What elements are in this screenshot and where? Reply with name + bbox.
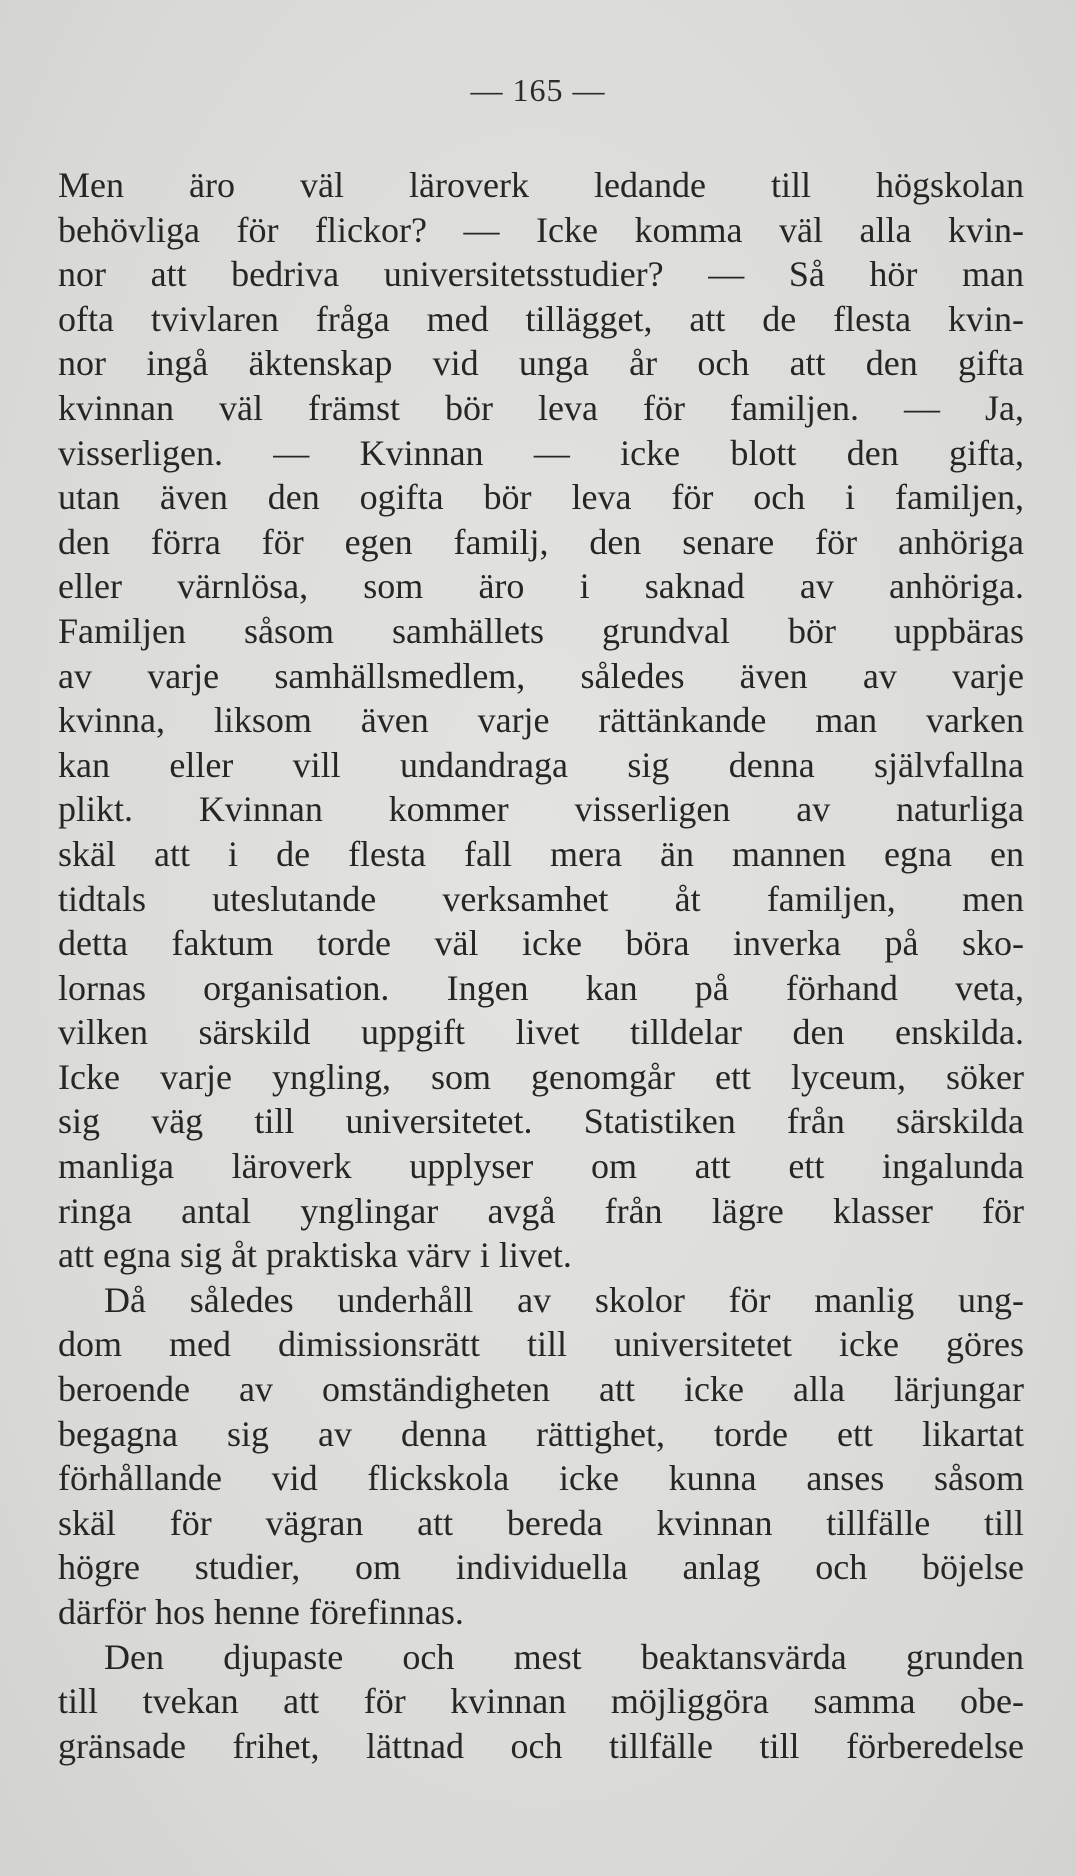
text-line: dom med dimissionsrätt till universitetet icke göres bbox=[58, 1324, 1024, 1365]
text-line: utan även den ogifta bör leva för och i familjen, bbox=[58, 477, 1024, 518]
page-number: — 165 — bbox=[470, 72, 606, 108]
text-line: behövliga för flickor? — Icke komma väl alla kvin- bbox=[58, 209, 1024, 250]
text-line: detta faktum torde väl icke böra inverka på sko- bbox=[58, 923, 1024, 964]
text-line: kvinna, liksom även varje rättänkande man varken bbox=[58, 700, 1024, 741]
text-line: plikt. Kvinnan kommer visserligen av naturliga bbox=[58, 789, 1024, 830]
text-line: skäl att i de flesta fall mera än mannen egna en bbox=[58, 833, 1024, 874]
text-line: nor ingå äktenskap vid unga år och att den gifta bbox=[58, 343, 1024, 384]
text-line: visserligen. — Kvinnan — icke blott den gifta, bbox=[58, 432, 1024, 473]
text-line: gränsade frihet, lättnad och tillfälle till förberedelse bbox=[58, 1725, 1024, 1766]
text-line: av varje samhällsmedlem, således även av varje bbox=[58, 655, 1024, 696]
text-line: kvinnan väl främst bör leva för familjen. — Ja, bbox=[58, 387, 1024, 428]
text-line: Då således underhåll av skolor för manlig ung- bbox=[104, 1279, 1024, 1320]
text-line: högre studier, om individuella anlag och böjelse bbox=[58, 1547, 1024, 1588]
text-line: beroende av omständigheten att icke alla lärjungar bbox=[58, 1369, 1024, 1410]
text-line: Familjen såsom samhällets grundval bör uppbäras bbox=[58, 610, 1024, 651]
text-line: vilken särskild uppgift livet tilldelar den enskilda. bbox=[58, 1012, 1024, 1053]
text-line: ringa antal ynglingar avgå från lägre klasser för bbox=[58, 1190, 1024, 1231]
text-line: till tvekan att för kvinnan möjliggöra samma obe- bbox=[58, 1681, 1024, 1722]
text-line: ofta tvivlaren fråga med tillägget, att de flesta kvin- bbox=[58, 298, 1024, 339]
body-text bbox=[58, 163, 1024, 1768]
text-line: förhållande vid flickskola icke kunna anses såsom bbox=[58, 1458, 1024, 1499]
text-line: skäl för vägran att bereda kvinnan tillfälle till bbox=[58, 1502, 1024, 1543]
text-line: därför hos henne förefinnas. bbox=[58, 1592, 464, 1632]
text-line: Den djupaste och mest beaktansvärda grunden bbox=[104, 1636, 1024, 1677]
text-line: kan eller vill undandraga sig denna självfallna bbox=[58, 744, 1024, 785]
text-line: lornas organisation. Ingen kan på förhand veta, bbox=[58, 967, 1024, 1008]
text-line: Icke varje yngling, som genomgår ett lyceum, söker bbox=[58, 1056, 1024, 1097]
text-line: att egna sig åt praktiska värv i livet. bbox=[58, 1235, 572, 1276]
text-line: tidtals uteslutande verksamhet åt familjen, men bbox=[58, 878, 1024, 919]
text-line: sig väg till universitetet. Statistiken från särskilda bbox=[58, 1101, 1024, 1142]
text-line: eller värnlösa, som äro i saknad av anhöriga. bbox=[58, 566, 1024, 607]
text-line: begagna sig av denna rättighet, torde ett likartat bbox=[58, 1413, 1024, 1454]
text-line: nor att bedriva universitetsstudier? — Så hör man bbox=[58, 254, 1024, 295]
text-line: den förra för egen familj, den senare för anhöriga bbox=[58, 521, 1024, 562]
text-line: manliga läroverk upplyser om att ett ingalunda bbox=[58, 1146, 1024, 1187]
text-line: Men äro väl läroverk ledande till högskolan bbox=[58, 165, 1024, 205]
